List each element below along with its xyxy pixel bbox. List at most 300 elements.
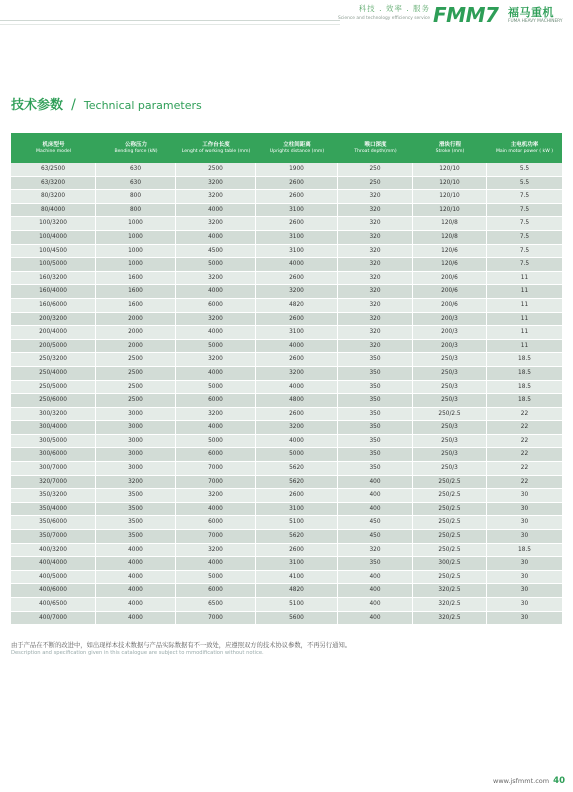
- table-cell: 3200: [176, 177, 256, 190]
- table-cell: 6000: [176, 448, 256, 461]
- table-row: [11, 598, 562, 612]
- header-cell: [413, 133, 487, 163]
- table-cell: 320: [338, 217, 413, 230]
- slogan: [338, 3, 430, 21]
- table-cell: 250/3: [413, 421, 487, 434]
- table-cell: 120/10: [413, 190, 487, 203]
- table-cell: 3200: [176, 544, 256, 557]
- table-cell: 400: [338, 503, 413, 516]
- table-cell: 22: [520, 424, 529, 431]
- table-cell: 4820: [256, 299, 338, 312]
- table-cell: 100/4500: [11, 245, 96, 258]
- header-en: Throat depth(mm): [354, 148, 397, 154]
- table-cell: 5.5: [519, 179, 530, 186]
- table-cell: 11: [520, 288, 529, 295]
- table-cell: 250/2.5: [413, 516, 487, 529]
- table-cell: 3500: [96, 503, 176, 516]
- table-row: [11, 326, 562, 340]
- table-cell: 320: [338, 285, 413, 298]
- table-cell: 63/2500: [11, 163, 96, 176]
- table-cell: 200/4000: [11, 326, 96, 339]
- table-cell: 4000: [96, 598, 176, 611]
- table-cell: 4000: [256, 258, 338, 271]
- table-cell: 1600: [96, 272, 176, 285]
- header-en: Machine model: [36, 148, 71, 154]
- table-cell: 5000: [176, 258, 256, 271]
- table-row: [11, 448, 562, 462]
- company-logo: FMM7: [433, 3, 499, 27]
- table-cell: 18.5: [518, 369, 531, 376]
- page-footer: [493, 776, 565, 786]
- table-cell: 300/5000: [11, 435, 96, 448]
- table-cell: 2600: [256, 544, 338, 557]
- table-cell: 30: [520, 601, 529, 607]
- table-cell: 320: [338, 544, 413, 557]
- table-cell: 22: [520, 437, 529, 444]
- table-cell: 80/4000: [11, 204, 96, 217]
- table-cell: 3500: [96, 516, 176, 529]
- table-cell: 5620: [256, 476, 338, 489]
- table-cell: 4000: [256, 340, 338, 353]
- disclaimer-cn: 由于产品在不断的改进中，如出现样本技术数据与产品实际数据有不一致处，应遵照双方的技术协议参数，不再另行通知。: [11, 642, 352, 649]
- table-cell: 7000: [176, 462, 256, 475]
- table-cell: 1900: [256, 163, 338, 176]
- table-cell: 160/4000: [11, 285, 96, 298]
- table-cell: 4000: [96, 584, 176, 597]
- table-cell: 320: [338, 245, 413, 258]
- slogan-cn: 科技 . 效率 . 服务: [358, 4, 430, 13]
- table-row: [11, 258, 562, 272]
- table-row: [11, 272, 562, 286]
- table-cell: 120/6: [413, 245, 487, 258]
- table-cell: 350/3200: [11, 489, 96, 502]
- table-cell: 5600: [256, 612, 338, 625]
- table-cell: 3100: [256, 503, 338, 516]
- table-cell: 6000: [176, 299, 256, 312]
- table-cell: 2500: [96, 394, 176, 407]
- table-cell: 3000: [96, 462, 176, 475]
- table-cell: 80/3200: [11, 190, 96, 203]
- table-row: [11, 367, 562, 381]
- section-title-slash: /: [71, 97, 76, 113]
- table-cell: 3100: [256, 557, 338, 570]
- table-row: [11, 285, 562, 299]
- table-cell: 2000: [96, 340, 176, 353]
- table-cell: 800: [96, 190, 176, 203]
- table-cell: 4000: [176, 503, 256, 516]
- table-cell: 350: [338, 435, 413, 448]
- table-row: [11, 462, 562, 476]
- table-cell: 3000: [96, 421, 176, 434]
- table-cell: 4000: [96, 557, 176, 570]
- header-cell: [487, 133, 562, 163]
- table-cell: 250/2.5: [413, 503, 487, 516]
- table-cell: 11: [520, 301, 529, 308]
- table-cell: 630: [96, 163, 176, 176]
- table-cell: 320: [338, 340, 413, 353]
- table-cell: 400/6000: [11, 584, 96, 597]
- table-row: [11, 516, 562, 530]
- table-cell: 320: [338, 231, 413, 244]
- table-cell: 30: [520, 587, 529, 594]
- table-cell: 350: [338, 421, 413, 434]
- table-cell: 250/2.5: [413, 489, 487, 502]
- table-cell: 4000: [176, 557, 256, 570]
- table-cell: 800: [96, 204, 176, 217]
- table-cell: 3000: [96, 435, 176, 448]
- table-cell: 5000: [176, 381, 256, 394]
- table-cell: 350/4000: [11, 503, 96, 516]
- header-cell: [176, 133, 256, 163]
- table-cell: 63/3200: [11, 177, 96, 190]
- table-cell: 22: [520, 465, 529, 472]
- table-cell: 30: [520, 614, 529, 621]
- table-cell: 120/8: [413, 217, 487, 230]
- table-cell: 400: [338, 612, 413, 625]
- table-cell: 250/4000: [11, 367, 96, 380]
- header-cn: 滑块行程: [438, 142, 461, 149]
- header-cn: 立柱间距离: [283, 142, 311, 149]
- table-cell: 3200: [176, 353, 256, 366]
- header-rule-thin: [0, 24, 340, 25]
- table-cell: 7.5: [519, 233, 530, 240]
- table-cell: 320/7000: [11, 476, 96, 489]
- table-cell: 1000: [96, 258, 176, 271]
- parameters-table: [11, 133, 562, 625]
- table-cell: 3200: [176, 489, 256, 502]
- table-cell: 250/3200: [11, 353, 96, 366]
- table-cell: 11: [520, 315, 529, 322]
- table-cell: 3000: [96, 408, 176, 421]
- section-title-cn: 技术参数: [11, 98, 64, 113]
- table-cell: 5.5: [519, 166, 530, 172]
- section-title: [11, 94, 202, 113]
- table-cell: 350: [338, 353, 413, 366]
- company-name-cn: 福马重机: [508, 6, 554, 19]
- table-cell: 3100: [256, 245, 338, 258]
- table-cell: 400: [338, 489, 413, 502]
- table-cell: 320/2.5: [413, 598, 487, 611]
- table-cell: 320: [338, 258, 413, 271]
- table-cell: 4500: [176, 245, 256, 258]
- table-cell: 250/3: [413, 435, 487, 448]
- table-cell: 350: [338, 557, 413, 570]
- header-en: Lenght of working table (mm): [181, 148, 251, 154]
- table-cell: 4000: [96, 544, 176, 557]
- table-row: [11, 394, 562, 408]
- table-cell: 1000: [96, 245, 176, 258]
- table-cell: 350/7000: [11, 530, 96, 543]
- table-cell: 300/3200: [11, 408, 96, 421]
- table-cell: 5000: [176, 435, 256, 448]
- table-cell: 3100: [256, 231, 338, 244]
- table-cell: 400: [338, 598, 413, 611]
- slogan-en: Science and technology efficiency service: [337, 16, 430, 21]
- table-cell: 22: [520, 451, 529, 458]
- table-cell: 6000: [176, 516, 256, 529]
- table-cell: 7.5: [519, 193, 530, 200]
- table-cell: 6500: [176, 598, 256, 611]
- table-cell: 3200: [256, 285, 338, 298]
- table-cell: 5620: [256, 530, 338, 543]
- table-cell: 160/6000: [11, 299, 96, 312]
- table-cell: 120/10: [413, 163, 487, 176]
- table-cell: 4000: [176, 421, 256, 434]
- table-cell: 350: [338, 462, 413, 475]
- header-en: Uprights distance (mm): [269, 148, 325, 154]
- table-row: [11, 204, 562, 218]
- table-cell: 2500: [96, 367, 176, 380]
- header-cn: 机床型号: [42, 142, 65, 149]
- table-row: [11, 435, 562, 449]
- table-row: [11, 245, 562, 259]
- table-cell: 320: [338, 204, 413, 217]
- table-cell: 320/2.5: [413, 612, 487, 625]
- table-cell: 100/4000: [11, 231, 96, 244]
- table-cell: 18.5: [518, 383, 531, 390]
- table-cell: 2600: [256, 272, 338, 285]
- table-cell: 120/10: [413, 204, 487, 217]
- table-cell: 7.5: [519, 206, 530, 213]
- table-cell: 250/3: [413, 353, 487, 366]
- table-row: [11, 353, 562, 367]
- section-title-en: Technical parameters: [83, 99, 202, 112]
- table-cell: 5100: [256, 598, 338, 611]
- table-cell: 1600: [96, 285, 176, 298]
- table-cell: 3100: [256, 326, 338, 339]
- table-row: [11, 557, 562, 571]
- table-cell: 200/3200: [11, 313, 96, 326]
- table-cell: 18.5: [518, 397, 531, 404]
- table-cell: 160/3200: [11, 272, 96, 285]
- table-row: [11, 163, 562, 177]
- table-cell: 5000: [256, 448, 338, 461]
- header-rule: [0, 20, 340, 21]
- table-cell: 4800: [256, 394, 338, 407]
- table-cell: 7000: [176, 530, 256, 543]
- table-cell: 250/2.5: [413, 476, 487, 489]
- table-cell: 5100: [256, 516, 338, 529]
- table-cell: 2000: [96, 326, 176, 339]
- table-cell: 2500: [176, 163, 256, 176]
- table-cell: 400: [338, 584, 413, 597]
- table-cell: 100/3200: [11, 217, 96, 230]
- table-row: [11, 503, 562, 517]
- table-cell: 250: [338, 163, 413, 176]
- table-cell: 5000: [176, 340, 256, 353]
- table-cell: 2600: [256, 408, 338, 421]
- table-cell: 3000: [96, 448, 176, 461]
- table-cell: 200/3: [413, 326, 487, 339]
- table-cell: 250/2.5: [413, 544, 487, 557]
- table-cell: 2600: [256, 489, 338, 502]
- table-cell: 11: [520, 342, 529, 349]
- table-cell: 4000: [256, 435, 338, 448]
- table-cell: 4000: [176, 285, 256, 298]
- header-cn: 公称压力: [124, 142, 147, 149]
- table-row: [11, 571, 562, 585]
- table-cell: 2600: [256, 313, 338, 326]
- header-en: Main motor power ( kW ): [495, 148, 554, 154]
- table-row: [11, 612, 562, 626]
- table-row: [11, 408, 562, 422]
- table-row: [11, 217, 562, 231]
- header-en: Bending force (kN): [114, 148, 158, 154]
- table-cell: 3200: [176, 408, 256, 421]
- header-cell: [11, 133, 96, 163]
- table-row: [11, 544, 562, 558]
- table-cell: 1600: [96, 299, 176, 312]
- table-cell: 250/3: [413, 448, 487, 461]
- table-cell: 630: [96, 177, 176, 190]
- table-cell: 250/3: [413, 381, 487, 394]
- table-cell: 3200: [176, 217, 256, 230]
- table-cell: 350: [338, 381, 413, 394]
- table-cell: 450: [338, 530, 413, 543]
- table-cell: 320/2.5: [413, 584, 487, 597]
- table-cell: 400/3200: [11, 544, 96, 557]
- header-cn: 喉口深度: [364, 142, 387, 149]
- table-cell: 7.5: [519, 220, 530, 227]
- table-row: [11, 340, 562, 354]
- table-cell: 30: [520, 519, 529, 526]
- table-cell: 250/3: [413, 394, 487, 407]
- table-cell: 1000: [96, 217, 176, 230]
- table-cell: 250/3: [413, 462, 487, 475]
- table-cell: 400/6500: [11, 598, 96, 611]
- table-cell: 4000: [176, 367, 256, 380]
- table-cell: 120/6: [413, 258, 487, 271]
- table-header: [11, 133, 562, 163]
- table-cell: 300/4000: [11, 421, 96, 434]
- table-row: [11, 530, 562, 544]
- table-cell: 400/7000: [11, 612, 96, 625]
- table-cell: 22: [520, 478, 529, 485]
- table-cell: 4100: [256, 571, 338, 584]
- table-cell: 250/2.5: [413, 571, 487, 584]
- table-cell: 2600: [256, 353, 338, 366]
- table-cell: 300/2.5: [413, 557, 487, 570]
- table-cell: 300/7000: [11, 462, 96, 475]
- table-cell: 2600: [256, 217, 338, 230]
- table-cell: 7.5: [519, 261, 530, 268]
- table-cell: 400/4000: [11, 557, 96, 570]
- table-cell: 400/5000: [11, 571, 96, 584]
- table-cell: 3200: [176, 313, 256, 326]
- table-cell: 4820: [256, 584, 338, 597]
- table-cell: 120/10: [413, 177, 487, 190]
- table-row: [11, 584, 562, 598]
- table-cell: 3200: [176, 272, 256, 285]
- company-name-en: FUMA HEAVY MACHINERY: [508, 19, 563, 24]
- table-row: [11, 421, 562, 435]
- table-cell: 4000: [256, 381, 338, 394]
- table-cell: 6000: [176, 394, 256, 407]
- table-cell: 4000: [176, 231, 256, 244]
- table-cell: 4000: [96, 571, 176, 584]
- table-cell: 320: [338, 313, 413, 326]
- table-cell: 2600: [256, 190, 338, 203]
- table-row: [11, 476, 562, 490]
- header-cn: 工作台长度: [202, 142, 230, 149]
- table-cell: 3500: [96, 489, 176, 502]
- table-cell: 18.5: [518, 546, 531, 553]
- table-cell: 100/5000: [11, 258, 96, 271]
- table-cell: 250: [338, 177, 413, 190]
- table-cell: 250/6000: [11, 394, 96, 407]
- table-cell: 3200: [256, 421, 338, 434]
- table-cell: 22: [520, 410, 529, 417]
- table-cell: 350: [338, 408, 413, 421]
- header-en: Stroke (mm): [435, 148, 465, 154]
- table-cell: 1000: [96, 231, 176, 244]
- table-cell: 320: [338, 190, 413, 203]
- table-cell: 4000: [96, 612, 176, 625]
- table-cell: 7000: [176, 612, 256, 625]
- table-cell: 200/6: [413, 272, 487, 285]
- table-cell: 250/2.5: [413, 408, 487, 421]
- table-cell: 2600: [256, 177, 338, 190]
- table-cell: 200/5000: [11, 340, 96, 353]
- table-cell: 450: [338, 516, 413, 529]
- table-cell: 3200: [256, 367, 338, 380]
- table-cell: 350: [338, 394, 413, 407]
- table-cell: 2500: [96, 381, 176, 394]
- table-row: [11, 177, 562, 191]
- table-row: [11, 313, 562, 327]
- table-cell: 200/3: [413, 340, 487, 353]
- table-row: [11, 381, 562, 395]
- table-cell: 400: [338, 571, 413, 584]
- disclaimer-en: Description and specification given in this catalogue are subject to mmodification without notice.: [11, 650, 264, 656]
- table-cell: 5000: [176, 571, 256, 584]
- table-cell: 200/6: [413, 285, 487, 298]
- table-cell: 6000: [176, 584, 256, 597]
- table-row: [11, 489, 562, 503]
- table-cell: 250/3: [413, 367, 487, 380]
- header-cell: [338, 133, 413, 163]
- table-cell: 18.5: [518, 356, 531, 363]
- table-cell: 11: [520, 274, 529, 281]
- table-cell: 2000: [96, 313, 176, 326]
- table-cell: 2500: [96, 353, 176, 366]
- table-cell: 3200: [176, 190, 256, 203]
- table-cell: 30: [520, 533, 529, 540]
- table-cell: 7.5: [519, 247, 530, 254]
- table-cell: 350: [338, 448, 413, 461]
- header-cell: [256, 133, 338, 163]
- table-cell: 300/6000: [11, 448, 96, 461]
- table-cell: 250/5000: [11, 381, 96, 394]
- table-cell: 3200: [96, 476, 176, 489]
- table-cell: 4000: [176, 326, 256, 339]
- page-number: 40: [553, 776, 565, 786]
- table-cell: 320: [338, 326, 413, 339]
- table-cell: 3100: [256, 204, 338, 217]
- table-cell: 30: [520, 573, 529, 580]
- table-cell: 350: [338, 367, 413, 380]
- table-cell: 4000: [176, 204, 256, 217]
- header-cn: 主电机功率: [510, 142, 539, 149]
- table-cell: 200/6: [413, 299, 487, 312]
- table-cell: 400: [338, 476, 413, 489]
- table-cell: 320: [338, 272, 413, 285]
- table-body: [11, 163, 562, 625]
- table-cell: 11: [520, 329, 529, 336]
- table-cell: 3500: [96, 530, 176, 543]
- table-cell: 30: [520, 505, 529, 512]
- table-cell: 250/2.5: [413, 530, 487, 543]
